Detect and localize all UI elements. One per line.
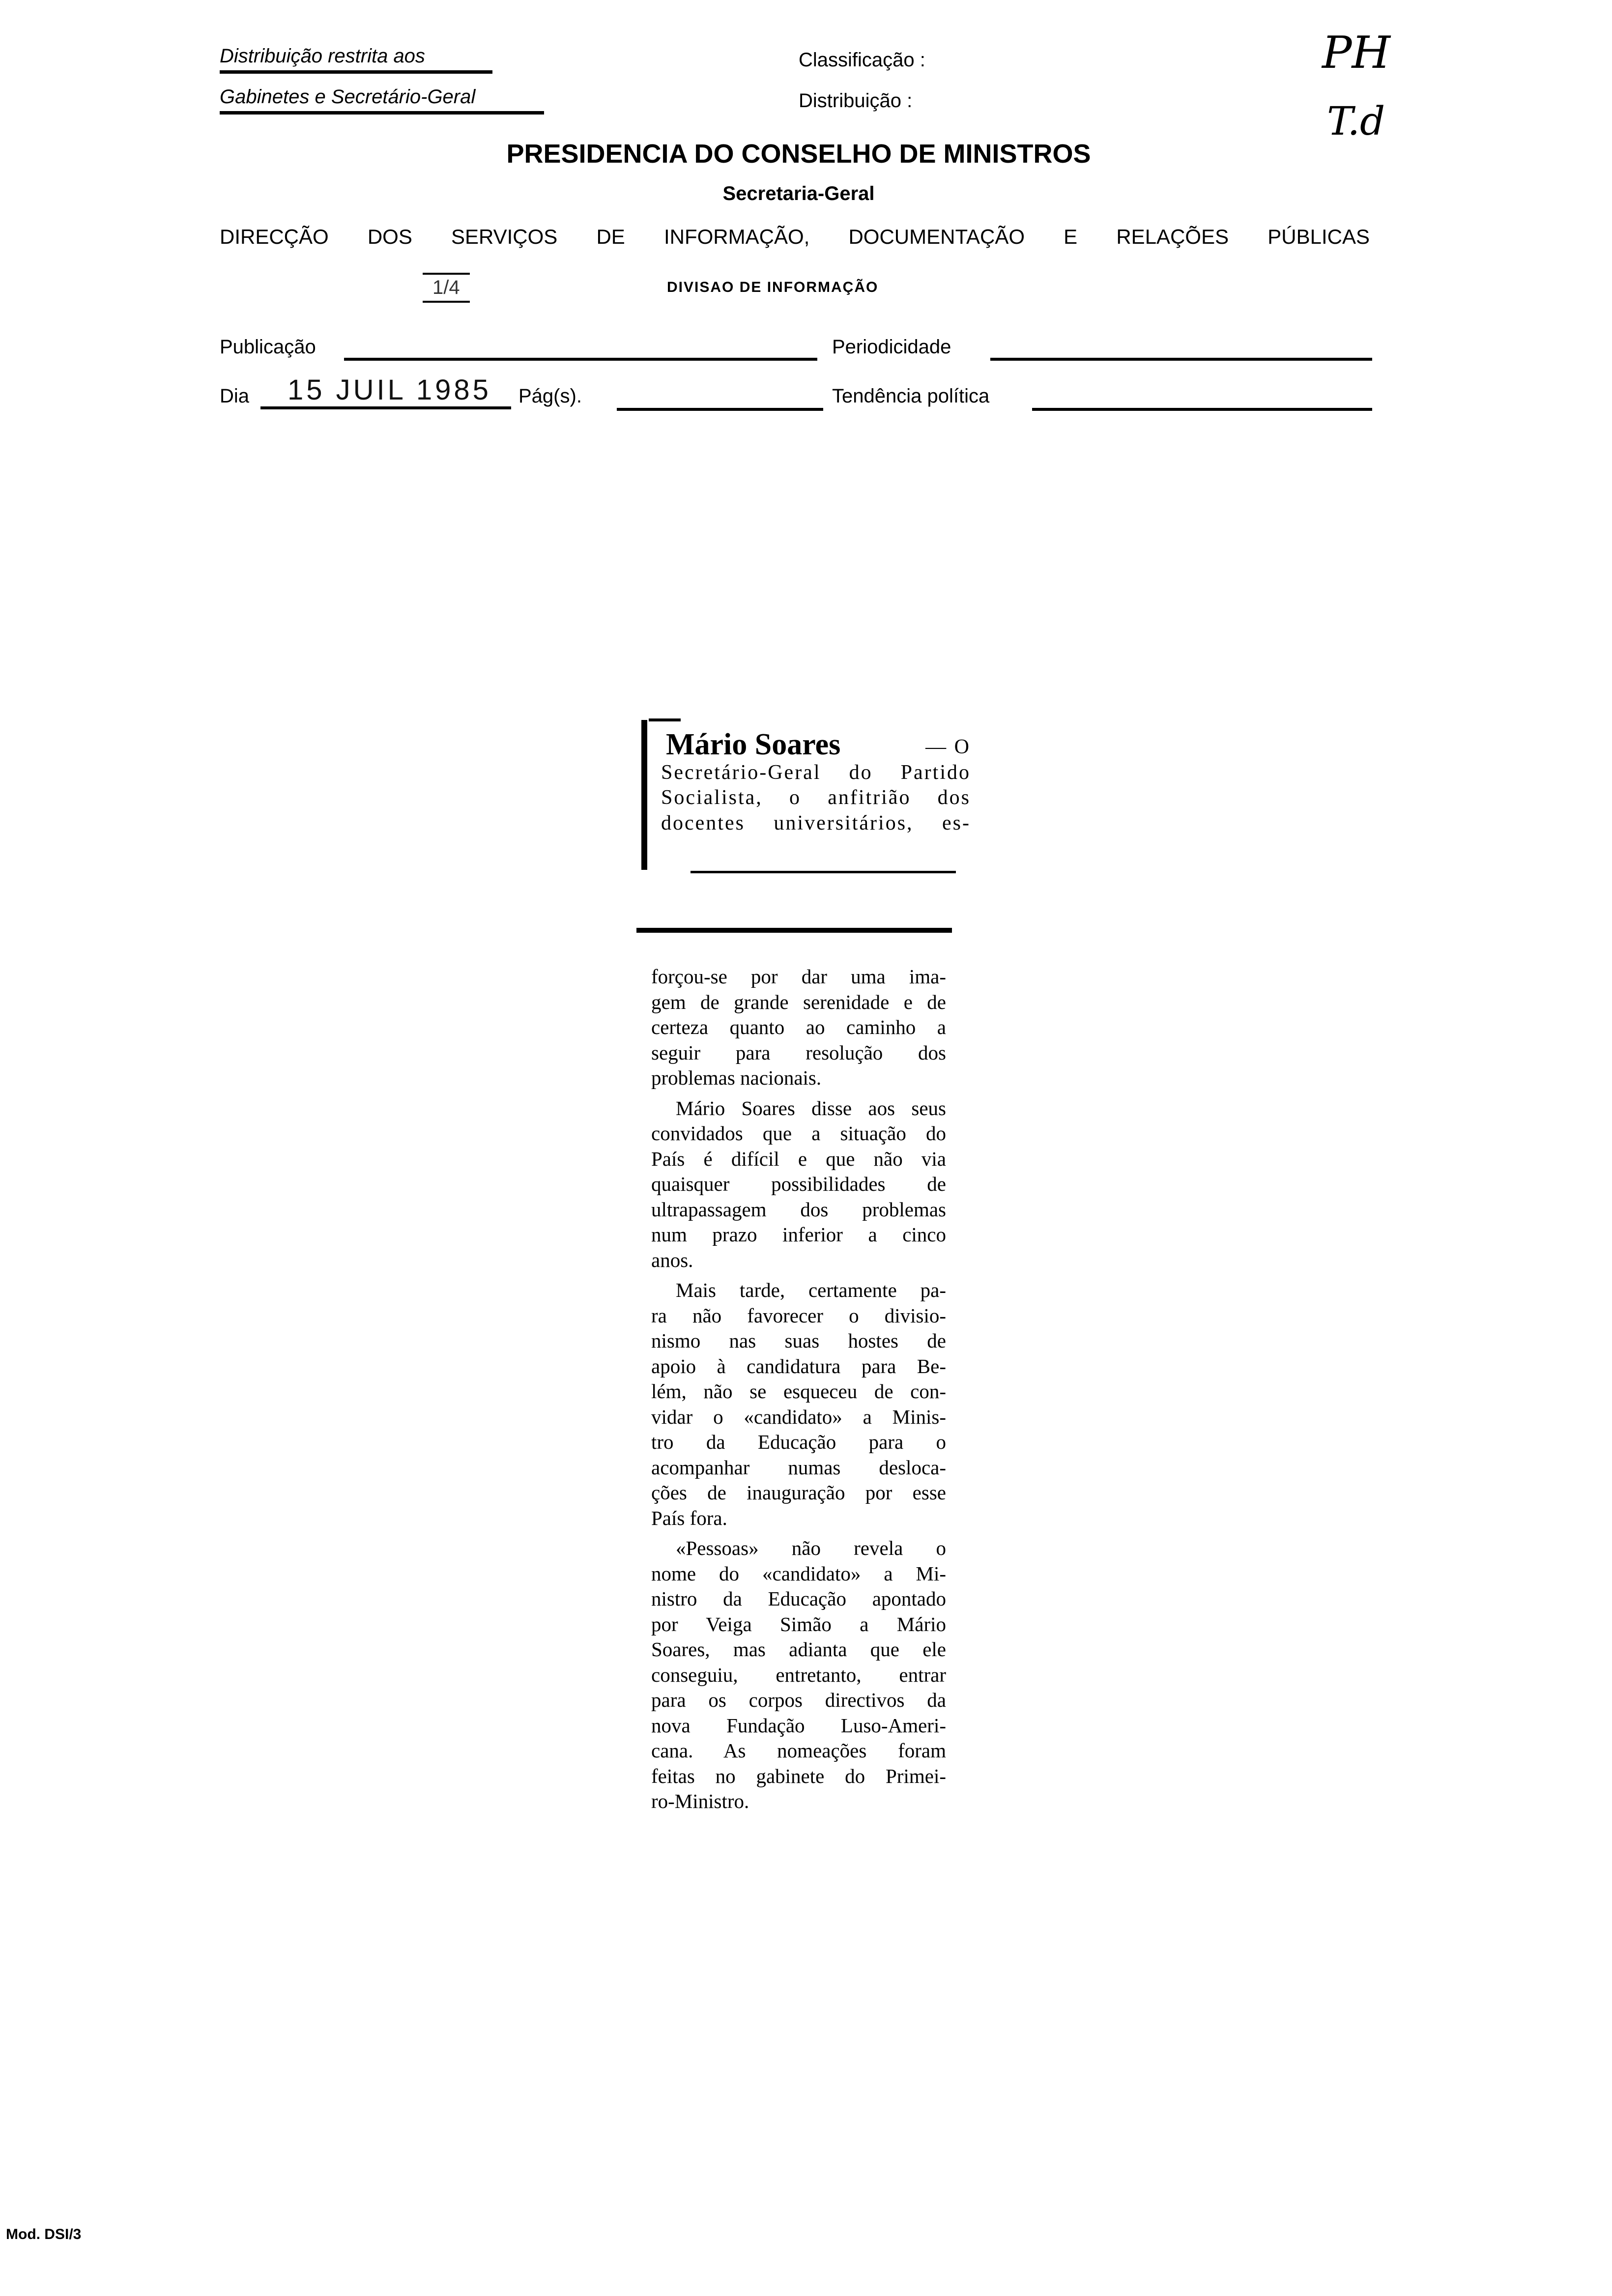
pages-label: Pág(s). — [518, 385, 582, 407]
paragraph-1 — [651, 964, 946, 1091]
article-headline: Mário Soares — [666, 728, 841, 761]
distribution-label: Distribuição : — [799, 90, 913, 112]
body-line: num prazo inferior a cinco — [651, 1223, 946, 1246]
lede-rule — [691, 871, 956, 873]
division: DIVISAO DE INFORMAÇÃO — [667, 279, 879, 295]
political-tendency-field — [1032, 408, 1372, 411]
body-line: para os corpos directivos da — [651, 1689, 946, 1711]
paragraph-2 — [651, 1096, 946, 1273]
article-body — [651, 964, 946, 1814]
body-line: vidar o «candidato» a Minis- — [651, 1405, 946, 1428]
clipping-corner-mark — [649, 718, 681, 721]
stamp: 1/4 — [423, 273, 470, 303]
periodicity-label: Periodicidade — [832, 336, 951, 358]
clipping-edge-mark — [641, 720, 647, 870]
subtitle: Secretaria-Geral — [722, 183, 875, 204]
body-line: cana. As nomeações foram — [651, 1739, 946, 1762]
form-code: Mod. DSI/3 — [6, 2226, 82, 2242]
body-line: forçou-se por dar uma ima- — [651, 965, 946, 988]
paragraph-4 — [651, 1536, 946, 1814]
body-line: quaisquer possibilidades de — [651, 1173, 946, 1195]
day-stamp: 15 JUIL 1985 — [260, 373, 511, 409]
body-line: feitas no gabinete do Primei- — [651, 1764, 946, 1787]
lede-line: Socialista, o anfitrião dos — [661, 786, 971, 809]
body-line: ultrapassagem dos problemas — [651, 1198, 946, 1221]
body-line: problemas nacionais. — [651, 1066, 822, 1089]
lede-line: — O — [925, 736, 971, 758]
periodicity-field — [990, 358, 1372, 361]
distribution-restricted-line2: Gabinetes e Secretário-Geral — [220, 86, 544, 115]
body-line: apoio à candidatura para Be- — [651, 1354, 946, 1378]
body-line: anos. — [651, 1248, 693, 1271]
body-line: nistro da Educação apontado — [651, 1587, 946, 1610]
distribution-restricted-line1: Distribuição restrita aos — [220, 45, 492, 74]
body-line: lém, não se esqueceu de con- — [651, 1380, 946, 1403]
page-title: PRESIDENCIA DO CONSELHO DE MINISTROS — [506, 139, 1091, 169]
handwritten-note-td: T.d — [1327, 98, 1385, 144]
handwritten-note-ph: PH — [1322, 27, 1391, 79]
body-line: Mais tarde, certamente pa- — [676, 1279, 946, 1301]
body-line: gem de grande serenidade e de — [651, 990, 946, 1013]
pages-field — [617, 408, 823, 411]
body-line: tro da Educação para o — [651, 1431, 946, 1453]
body-line: Mário Soares disse aos seus — [676, 1096, 946, 1119]
body-line: ções de inauguração por esse — [651, 1481, 946, 1504]
body-line: «Pessoas» não revela o — [676, 1537, 946, 1559]
body-line: por Veiga Simão a Mário — [651, 1612, 946, 1636]
lede-line: docentes universitários, es- — [661, 811, 971, 834]
body-line: acompanhar numas desloca- — [651, 1456, 946, 1479]
body-line: seguir para resolução dos — [651, 1041, 946, 1064]
body-line: Soares, mas adianta que ele — [651, 1638, 946, 1661]
day-label: Dia — [220, 385, 250, 407]
body-line: nova Fundação Luso-Ameri- — [651, 1714, 946, 1737]
body-line: certeza quanto ao caminho a — [651, 1016, 946, 1038]
publication-label: Publicação — [220, 336, 316, 358]
body-line: ra não favorecer o divisio- — [651, 1304, 946, 1327]
classification-label: Classificação : — [799, 49, 925, 71]
political-tendency-label: Tendência política — [832, 385, 990, 407]
column-rule — [636, 928, 952, 933]
body-line: nome do «candidato» a Mi- — [651, 1562, 946, 1585]
directorate: DIRECÇÃO DOS SERVIÇOS DE INFORMAÇÃO, DOCUMENTAÇÃO E RELAÇÕES PÚBLICAS — [220, 225, 1370, 248]
body-line: ro-Ministro. — [651, 1790, 749, 1812]
body-line: País é difícil e que não via — [651, 1147, 946, 1170]
paragraph-3 — [651, 1278, 946, 1531]
body-line: conseguiu, entretanto, entrar — [651, 1663, 946, 1686]
body-line: nismo nas suas hostes de — [651, 1329, 946, 1352]
body-line: convidados que a situação do — [651, 1122, 946, 1145]
body-line: País fora. — [651, 1506, 727, 1529]
publication-field — [344, 358, 817, 361]
lede-line: Secretário-Geral do Partido — [661, 761, 971, 784]
article-lede — [661, 735, 971, 836]
